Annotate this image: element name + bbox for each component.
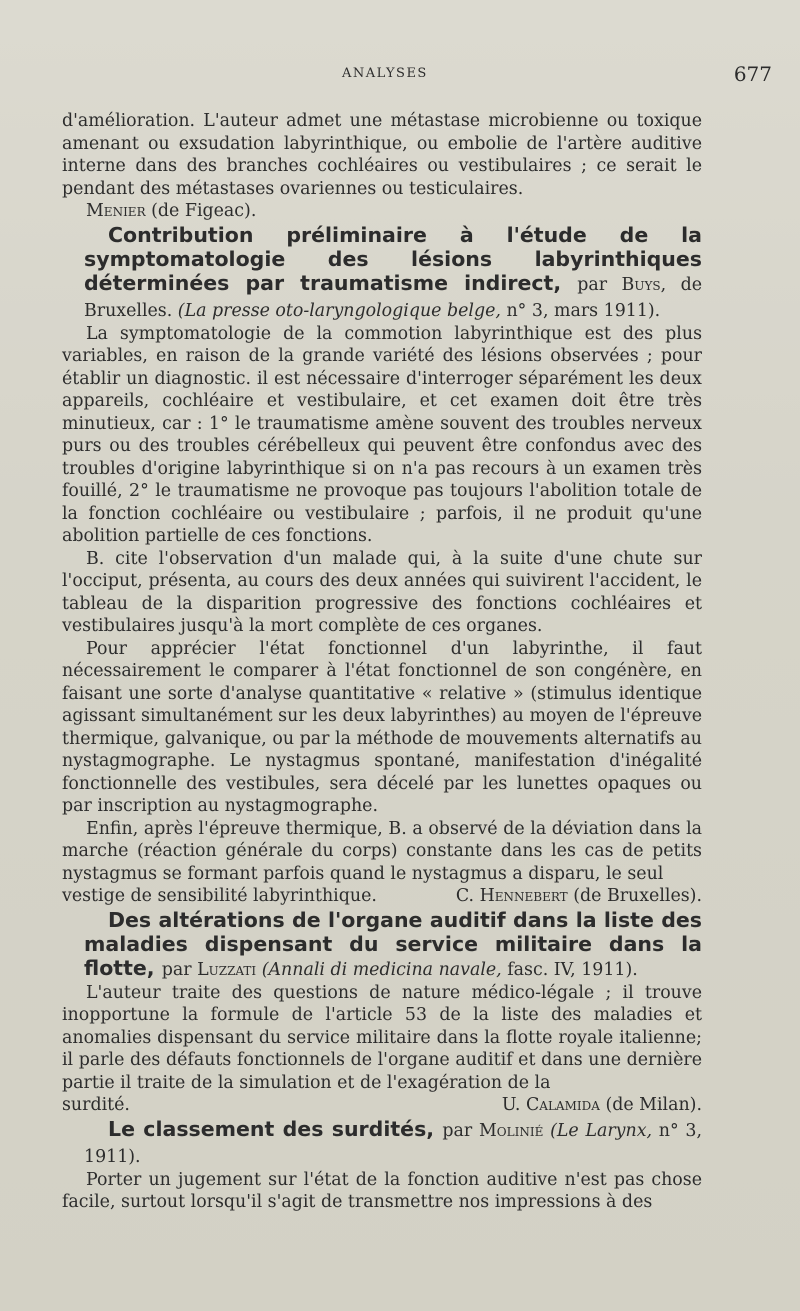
signature-place: (de Milan). bbox=[605, 1095, 702, 1115]
paragraph-epreuve-thermique: Enfin, après l'épreuve thermique, B. a observé de la déviation dans la marche (réaction générale du corps) constante dans les cas de petits nystagmus se formant parfois quand le nystagmus a disparu, le seul bbox=[62, 818, 702, 884]
paragraph-observation: B. cite l'observation d'un malade qui, à la suite d'une chute sur l'occiput, présenta, au cours des deux années qui suivirent l'accident, le tableau de la disparition progressive des fonctions cochléaires et vestibulaires jusqu'à la mort complète de ces organes. bbox=[62, 548, 702, 636]
signature-name: U. Calamida bbox=[501, 1095, 600, 1115]
paragraph-continued: d'amélioration. L'auteur admet une métastase microbienne ou toxique amenant ou exsudation labyrinthique, ou embolie de l'artère auditive interne dans des branches cochléaires ou vestibulaires ; ce serait le pendant des métastases ovariennes ou testiculaires. bbox=[62, 111, 702, 199]
article-heading-classement bbox=[62, 1117, 702, 1169]
signature-name: C. Hennebert bbox=[455, 886, 568, 906]
article-title: Contribution préliminaire à l'étude de la symptomatologie des lésions labyrinthiques déterminées par traumatisme indirect, bbox=[84, 222, 702, 295]
article-issue: n° 3, mars 1911). bbox=[506, 300, 661, 321]
article-by: par bbox=[161, 959, 192, 980]
article-author: Buys bbox=[621, 274, 661, 295]
paragraph-end-with-signature bbox=[62, 885, 702, 908]
signature-hennebert bbox=[456, 885, 702, 908]
article-author: Luzzati bbox=[197, 959, 257, 980]
article-title: Des altérations de l'organe auditif dans la liste des maladies dispensant du service militaire dans la flotte, bbox=[84, 907, 702, 980]
signature-calamida bbox=[502, 1094, 702, 1117]
article-journal: (Le Larynx, bbox=[550, 1120, 653, 1141]
paragraph-tail: surdité. bbox=[62, 1095, 130, 1115]
article-journal: (La presse oto-laryngologique belge, bbox=[177, 300, 501, 321]
running-title: ANALYSES bbox=[342, 66, 428, 81]
paragraph-medico-legale: L'auteur traite des questions de nature médico-légale ; il trouve inopportune la formule de l'article 53 de la liste des maladies et anomalies dispensant du service militaire dans la flotte royale italienne; il parle des défauts fonctionnels de l'organe auditif et dans une dernière partie il traite de la simulation et de l'exagération de la bbox=[62, 982, 702, 1093]
signature-menier bbox=[62, 200, 702, 223]
article-by: par bbox=[577, 274, 608, 295]
signature-name: Menier bbox=[86, 201, 146, 221]
paragraph-jugement: Porter un jugement sur l'état de la fonction auditive n'est pas chose facile, surtout lorsqu'il s'agit de transmettre nos impressions à des bbox=[62, 1169, 702, 1212]
article-author: Molinié bbox=[478, 1120, 544, 1141]
article-heading-alterations bbox=[62, 908, 702, 982]
article-journal: (Annali di medicina navale, bbox=[261, 959, 502, 980]
signature-place: (de Bruxelles). bbox=[573, 886, 702, 906]
article-author-place: , de Bruxelles. bbox=[84, 274, 703, 321]
article-issue: fasc. IV, 1911). bbox=[507, 959, 638, 980]
page-body bbox=[62, 110, 702, 1214]
paragraph-etat-fonctionnel: Pour apprécier l'état fonctionnel d'un labyrinthe, il faut nécessairement le comparer à l'état fonctionnel de son congénère, en faisant une sorte d'analyse quantitative « relative » (stimulus identique agissant simultanément sur les deux labyrinthes) au moyen de l'épreuve thermique, galvanique, ou par la méthode de mouvements alternatifs au nystagmographe. Le nystagmus spontané, manifestation d'inégalité fonctionnelle des vestibules, sera décelé par les lunettes opaques ou par inscription au nystagmographe. bbox=[62, 638, 702, 816]
page-number: 677 bbox=[733, 62, 772, 86]
signature-place: (de Figeac). bbox=[151, 201, 257, 221]
article-by: par bbox=[442, 1120, 473, 1141]
paragraph-end-with-signature bbox=[62, 1094, 702, 1117]
paragraph-symptomatologie: La symptomatologie de la commotion labyrinthique est des plus variables, en raison de la grande variété des lésions observées ; pour établir un diagnostic. il est nécessaire d'interroger séparément les deux appareils, cochléaire et vestibulaire, et cet examen doit être très minutieux, car : 1° le traumatisme amène souvent des troubles nerveux purs ou des troubles cérébelleux qui peuvent être confondus avec des troubles d'origine labyrinthique si on n'a pas recours à un examen très fouillé, 2° le traumatisme ne provoque pas toujours l'abolition totale de la fonction cochléaire ou vestibulaire ; parfois, il ne produit qu'une abolition partielle de ces fonctions. bbox=[62, 323, 702, 546]
article-title: Le classement des surdités, bbox=[108, 1116, 435, 1141]
article-issue: n° 3, 1911). bbox=[84, 1120, 703, 1167]
paragraph-tail: vestige de sensibilité labyrinthique. bbox=[62, 886, 377, 906]
article-meta bbox=[162, 960, 638, 980]
page-header bbox=[0, 62, 800, 90]
article-heading-contribution bbox=[62, 223, 702, 323]
